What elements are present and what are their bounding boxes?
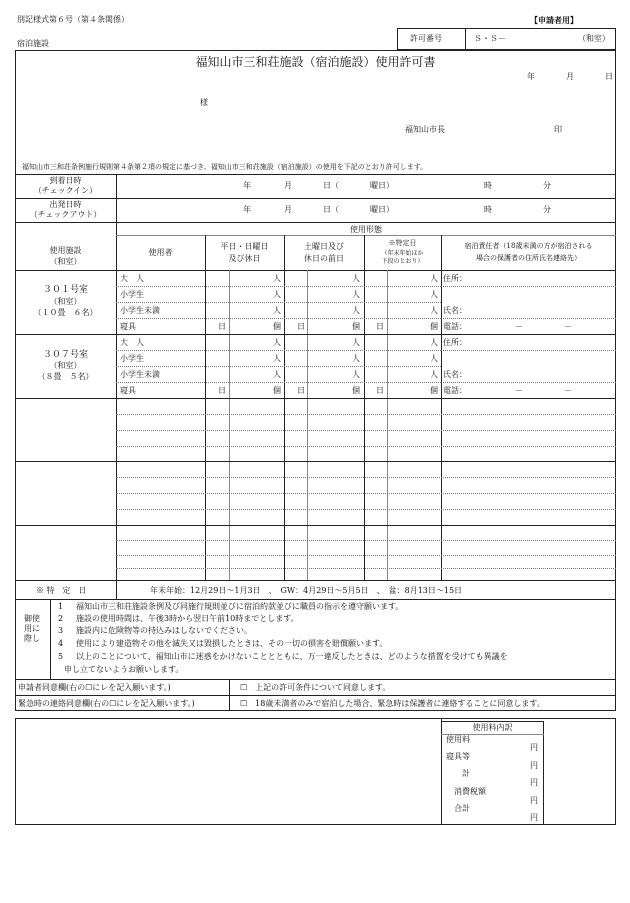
permit-room-type: （和室）: [578, 34, 610, 43]
unit-item[interactable]: 個: [352, 386, 360, 395]
responsible-header-line1: 宿泊責任者（18歳未満の方が宿泊される: [464, 242, 593, 250]
checkout-year[interactable]: 年: [243, 205, 251, 214]
contact-phone[interactable]: 電話：: [443, 386, 467, 395]
condition-text: 施設の使用時間は、午後3時から翌日午前10時までとします。: [76, 614, 299, 623]
responsible-header-line2: 場合の保護者の住所氏名連絡先）: [476, 254, 581, 262]
weekday-header-line2: 及び休日: [228, 254, 261, 263]
checkin-month[interactable]: 月: [284, 181, 292, 190]
emergency-consent-label: 緊急時の連絡同意欄(右の☐にレを記入願います。): [18, 699, 195, 708]
document-title: 福知山市三和荘施設（宿泊施設）使用許可書: [195, 55, 436, 69]
form-number: 別記様式第６号（第４条関係）: [17, 15, 129, 24]
user-type: 小学生: [120, 290, 144, 299]
unit-day[interactable]: 日: [218, 322, 226, 331]
special-days-label: ※ 特 定 日: [36, 586, 87, 595]
room-capacity: （８畳 ５名）: [37, 372, 94, 381]
condition-number: 5: [58, 652, 64, 661]
usage-type-header: 使用形態: [350, 225, 382, 234]
saturday-header-line1: 土曜日及び: [304, 242, 344, 251]
fee-yen[interactable]: 円: [530, 761, 538, 770]
contact-address[interactable]: 住所：: [443, 274, 467, 283]
fee-yen[interactable]: 円: [530, 743, 538, 752]
permit-number-value[interactable]: Ｓ・Ｓ－: [474, 34, 506, 43]
user-type: 寝具: [120, 322, 136, 331]
unit-person[interactable]: 人: [352, 274, 360, 283]
fee-yen[interactable]: 円: [530, 796, 538, 805]
emergency-consent-checkbox[interactable]: ☐ 18歳未満者のみで宿泊した場合、緊急時は保護者に連絡することに同意します。: [240, 699, 545, 708]
unit-person[interactable]: 人: [352, 306, 360, 315]
condition-number: 1: [58, 602, 64, 611]
date-year[interactable]: 年: [527, 72, 535, 81]
user-header: 使用者: [148, 248, 173, 257]
unit-item[interactable]: 個: [352, 322, 360, 331]
checkin-day[interactable]: 日（: [323, 181, 339, 190]
saturday-header-line2: 休日の前日: [304, 254, 344, 263]
user-type: 寝具: [120, 386, 136, 395]
checkout-minute[interactable]: 分: [543, 205, 551, 214]
unit-item[interactable]: 個: [430, 322, 438, 331]
addressee-suffix: 様: [200, 98, 208, 107]
unit-person[interactable]: 人: [273, 338, 281, 347]
unit-person[interactable]: 人: [273, 370, 281, 379]
condition-text: 使用により建造物その他を滅失又は毀損したときは、その一切の損害を賠償願います。: [76, 639, 388, 648]
unit-person[interactable]: 人: [430, 290, 438, 299]
room-name: ３０７号室: [42, 350, 88, 360]
unit-day[interactable]: 日: [297, 322, 305, 331]
fee-yen[interactable]: 円: [530, 778, 538, 787]
fee-row-label: 合計: [454, 804, 470, 813]
checkout-hour[interactable]: 時: [484, 205, 492, 214]
issuer-seal: 印: [554, 125, 562, 134]
fee-yen[interactable]: 円: [530, 813, 538, 822]
issuer-name: 福知山市長: [405, 125, 445, 134]
facility-header-line1: 使用施設: [49, 246, 82, 255]
unit-person[interactable]: 人: [430, 370, 438, 379]
contact-address[interactable]: 住所：: [443, 338, 467, 347]
user-type: 小学生未満: [120, 370, 160, 379]
phone-dash: －: [564, 322, 572, 331]
unit-person[interactable]: 人: [273, 290, 281, 299]
contact-phone[interactable]: 電話：: [443, 322, 467, 331]
checkout-day[interactable]: 日（: [323, 205, 339, 214]
room-type: （和室）: [49, 361, 82, 370]
condition-text: 申し立てないようお願いします。: [64, 665, 184, 674]
permit-number-label: 許可番号: [410, 34, 442, 43]
special-header-line2: （年末年始ほか: [381, 250, 424, 257]
conditions-label: 御使用に際し: [24, 614, 40, 643]
condition-number: 4: [58, 639, 64, 648]
applicant-consent-checkbox[interactable]: ☐ 上記の許可条件について同意します。: [240, 683, 391, 692]
unit-person[interactable]: 人: [430, 338, 438, 347]
fee-row-label: 寝具等: [446, 752, 470, 761]
unit-person[interactable]: 人: [273, 274, 281, 283]
user-type: 大 人: [120, 274, 144, 283]
fee-row-label: 使用料: [446, 735, 470, 744]
unit-person[interactable]: 人: [352, 290, 360, 299]
unit-item[interactable]: 個: [430, 386, 438, 395]
fee-row-label: 計: [462, 769, 470, 778]
unit-person[interactable]: 人: [430, 274, 438, 283]
room-type: （和室）: [49, 297, 82, 306]
phone-dash: －: [564, 386, 572, 395]
room-name: ３０１号室: [42, 285, 88, 295]
unit-day[interactable]: 日: [376, 322, 384, 331]
applicant-consent-label: 申請者同意欄(右の☐にレを記入願います。): [18, 683, 171, 692]
facility-type: 宿泊施設: [17, 39, 49, 48]
checkout-label-line2: （チェックアウト）: [29, 210, 102, 219]
checkin-label-line2: （チェックイン）: [33, 186, 98, 195]
user-type: 小学生: [120, 354, 144, 363]
checkout-month[interactable]: 月: [284, 205, 292, 214]
checkin-label-line1: 到着日時: [49, 176, 82, 185]
phone-dash: －: [515, 386, 523, 395]
unit-day[interactable]: 日: [218, 386, 226, 395]
special-header-line3: 下段のとおり）: [381, 258, 424, 265]
unit-item[interactable]: 個: [273, 322, 281, 331]
weekday-header-line1: 平日・日曜日: [220, 242, 269, 251]
unit-day[interactable]: 日: [376, 386, 384, 395]
unit-person[interactable]: 人: [273, 306, 281, 315]
checkin-minute[interactable]: 分: [543, 181, 551, 190]
copy-label: 【申請者用】: [530, 15, 578, 25]
checkin-hour[interactable]: 時: [484, 181, 492, 190]
date-day[interactable]: 日: [605, 72, 613, 81]
unit-person[interactable]: 人: [352, 338, 360, 347]
user-type: 小学生未満: [120, 306, 160, 315]
unit-person[interactable]: 人: [352, 370, 360, 379]
checkin-weekday[interactable]: 曜日）: [370, 181, 394, 190]
condition-number: 2: [58, 614, 64, 623]
condition-text: 以上のことについて、福知山市に迷惑をかけないこととともに、万一違反したときは、どのような措置を受けても異議を: [76, 652, 508, 661]
basis-text: 福知山市三和荘条例施行規則第４条第２項の規定に基づき、福知山市三和荘施設（宿泊施設）の使用を下記のとおり許可します。: [22, 163, 428, 171]
unit-person[interactable]: 人: [273, 354, 281, 363]
fee-title: 使用料内訳: [472, 723, 513, 732]
room-capacity: （１０畳 ６名）: [33, 308, 98, 317]
fee-row-label: 消費税額: [454, 787, 486, 796]
unit-item[interactable]: 個: [273, 386, 281, 395]
checkout-weekday[interactable]: 曜日）: [370, 205, 394, 214]
unit-person[interactable]: 人: [430, 306, 438, 315]
unit-person[interactable]: 人: [352, 354, 360, 363]
user-type: 大 人: [120, 338, 144, 347]
special-header-line1: ※特定日: [388, 239, 417, 247]
unit-day[interactable]: 日: [297, 386, 305, 395]
contact-name[interactable]: 氏名：: [443, 306, 467, 315]
checkin-year[interactable]: 年: [243, 181, 251, 190]
special-days-text: 年末年始：12月29日～1月3日 、 GW：4月29日～5月5日 、 盆：8月13日～15日: [150, 586, 463, 595]
condition-text: 福知山市三和荘施設条例及び同施行規則並びに宿泊約款並びに職員の指示を遵守願います。: [76, 602, 404, 611]
date-month[interactable]: 月: [566, 72, 574, 81]
condition-text: 施設内に危険物等の持込みはしないでください。: [76, 626, 252, 635]
phone-dash: －: [515, 322, 523, 331]
facility-header-line2: （和室）: [49, 257, 82, 266]
checkout-label-line1: 出発日時: [49, 200, 82, 209]
contact-name[interactable]: 氏名：: [443, 370, 467, 379]
condition-number: 3: [58, 626, 64, 635]
unit-person[interactable]: 人: [430, 354, 438, 363]
